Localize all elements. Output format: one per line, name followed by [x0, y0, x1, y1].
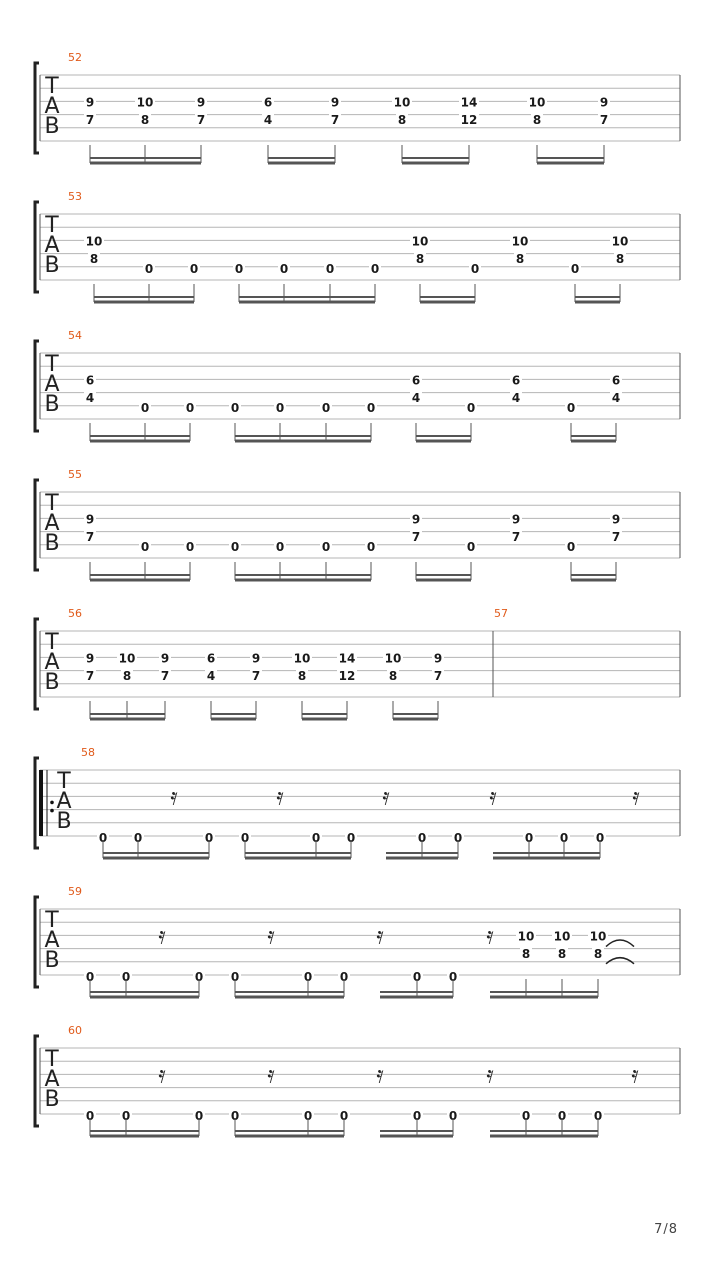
- clef-letter-a: A: [44, 650, 60, 675]
- fret-number: 0: [303, 1109, 313, 1123]
- fret-number: 6: [511, 373, 521, 388]
- fret-number: 0: [230, 539, 240, 554]
- fret-number: 0: [279, 261, 289, 276]
- clef-letter-t: T: [45, 491, 59, 516]
- fret-number: 9: [85, 651, 95, 666]
- fret-number: 0: [121, 970, 131, 984]
- fret-number: 9: [85, 512, 95, 527]
- sixteenth-rest: 𝄿: [489, 782, 497, 811]
- fret-number: 4: [263, 112, 273, 127]
- fret-number: 0: [194, 1109, 204, 1123]
- fret-number: 9: [411, 512, 421, 527]
- clef-letter-t: T: [45, 213, 59, 238]
- fret-number: 8: [593, 946, 603, 961]
- fret-number: 10: [611, 234, 629, 249]
- fret-number: 6: [85, 373, 95, 388]
- measure-number: 53: [68, 190, 82, 203]
- fret-number: 7: [433, 668, 443, 683]
- sixteenth-rest: 𝄿: [376, 1060, 384, 1089]
- fret-number: 0: [566, 539, 576, 554]
- sixteenth-rest: 𝄿: [382, 782, 390, 811]
- fret-number: 7: [85, 529, 95, 544]
- fret-number: 10: [589, 929, 607, 944]
- system-bracket: [35, 480, 39, 570]
- fret-number: 8: [89, 251, 99, 266]
- fret-number: 9: [330, 95, 340, 110]
- fret-number: 10: [553, 929, 571, 944]
- fret-number: 7: [330, 112, 340, 127]
- fret-number: 0: [466, 539, 476, 554]
- fret-number: 0: [559, 831, 569, 845]
- sixteenth-rest: 𝄿: [170, 782, 178, 811]
- sixteenth-rest: 𝄿: [276, 782, 284, 811]
- fret-number: 0: [524, 831, 534, 845]
- fret-number: 0: [366, 539, 376, 554]
- measure-number: 57: [494, 607, 508, 620]
- fret-number: 0: [339, 1109, 349, 1123]
- fret-number: 4: [411, 390, 421, 405]
- clef-letter-b: B: [44, 392, 60, 417]
- fret-number: 7: [251, 668, 261, 683]
- sixteenth-rest: 𝄿: [376, 921, 384, 950]
- fret-number: 0: [275, 539, 285, 554]
- fret-number: 0: [417, 831, 427, 845]
- fret-number: 4: [85, 390, 95, 405]
- clef-letter-b: B: [44, 531, 60, 556]
- fret-number: 0: [346, 831, 356, 845]
- fret-number: 0: [339, 970, 349, 984]
- fret-number: 7: [411, 529, 421, 544]
- fret-number: 8: [521, 946, 531, 961]
- clef-letter-b: B: [44, 670, 60, 695]
- tie-arc: [606, 940, 634, 947]
- fret-number: 0: [121, 1109, 131, 1123]
- sixteenth-rest: 𝄿: [267, 1060, 275, 1089]
- fret-number: 7: [85, 112, 95, 127]
- clef-letter-t: T: [45, 74, 59, 99]
- fret-number: 0: [593, 1109, 603, 1123]
- fret-number: 6: [611, 373, 621, 388]
- clef-letter-a: A: [44, 372, 60, 397]
- fret-number: 4: [206, 668, 216, 683]
- fret-number: 7: [85, 668, 95, 683]
- fret-number: 8: [297, 668, 307, 683]
- system-bracket: [35, 758, 39, 848]
- fret-number: 0: [194, 970, 204, 984]
- fret-number: 4: [511, 390, 521, 405]
- fret-number: 0: [133, 831, 143, 845]
- fret-number: 9: [251, 651, 261, 666]
- fret-number: 0: [240, 831, 250, 845]
- fret-number: 0: [366, 400, 376, 415]
- sixteenth-rest: 𝄿: [158, 1060, 166, 1089]
- fret-number: 0: [521, 1109, 531, 1123]
- repeat-dot: [50, 801, 54, 805]
- page-number: 7/8: [654, 1222, 678, 1237]
- clef-letter-b: B: [56, 809, 72, 834]
- fret-number: 0: [370, 261, 380, 276]
- clef-letter-t: T: [45, 1047, 59, 1072]
- measure-number: 60: [68, 1024, 82, 1037]
- fret-number: 6: [411, 373, 421, 388]
- clef-letter-a: A: [44, 511, 60, 536]
- fret-number: 7: [196, 112, 206, 127]
- fret-number: 0: [566, 400, 576, 415]
- fret-number: 6: [206, 651, 216, 666]
- fret-number: 0: [140, 539, 150, 554]
- measure-number: 52: [68, 51, 82, 64]
- fret-number: 10: [393, 95, 411, 110]
- fret-number: 9: [511, 512, 521, 527]
- clef-letter-t: T: [57, 769, 71, 794]
- clef-letter-b: B: [44, 114, 60, 139]
- fret-number: 10: [136, 95, 154, 110]
- sixteenth-rest: 𝄿: [486, 921, 494, 950]
- system-bracket: [35, 202, 39, 292]
- fret-number: 8: [388, 668, 398, 683]
- fret-number: 0: [448, 970, 458, 984]
- clef-letter-b: B: [44, 253, 60, 278]
- fret-number: 6: [263, 95, 273, 110]
- clef-letter-a: A: [44, 928, 60, 953]
- fret-number: 10: [384, 651, 402, 666]
- fret-number: 0: [311, 831, 321, 845]
- fret-number: 9: [433, 651, 443, 666]
- fret-number: 0: [185, 539, 195, 554]
- measure-number: 54: [68, 329, 82, 342]
- measure-number: 55: [68, 468, 82, 481]
- fret-number: 14: [338, 651, 356, 666]
- clef-letter-a: A: [56, 789, 72, 814]
- system-bracket: [35, 63, 39, 153]
- system-bracket: [35, 897, 39, 987]
- fret-number: 4: [611, 390, 621, 405]
- measure-number: 59: [68, 885, 82, 898]
- fret-number: 0: [234, 261, 244, 276]
- fret-number: 0: [275, 400, 285, 415]
- fret-number: 0: [557, 1109, 567, 1123]
- fret-number: 8: [122, 668, 132, 683]
- fret-number: 10: [85, 234, 103, 249]
- measure-number: 58: [81, 746, 95, 759]
- fret-number: 0: [470, 261, 480, 276]
- sixteenth-rest: 𝄿: [158, 921, 166, 950]
- measure-number: 56: [68, 607, 82, 620]
- clef-letter-b: B: [44, 948, 60, 973]
- clef-letter-b: B: [44, 1087, 60, 1112]
- fret-number: 0: [453, 831, 463, 845]
- fret-number: 10: [517, 929, 535, 944]
- fret-number: 8: [557, 946, 567, 961]
- fret-number: 0: [140, 400, 150, 415]
- sixteenth-rest: 𝄿: [486, 1060, 494, 1089]
- fret-number: 12: [338, 668, 356, 683]
- clef-letter-a: A: [44, 233, 60, 258]
- fret-number: 0: [144, 261, 154, 276]
- fret-number: 10: [293, 651, 311, 666]
- clef-letter-t: T: [45, 630, 59, 655]
- fret-number: 10: [411, 234, 429, 249]
- fret-number: 0: [570, 261, 580, 276]
- fret-number: 9: [85, 95, 95, 110]
- fret-number: 9: [599, 95, 609, 110]
- fret-number: 0: [230, 1109, 240, 1123]
- repeat-dot: [50, 809, 54, 813]
- fret-number: 0: [412, 1109, 422, 1123]
- fret-number: 12: [460, 112, 478, 127]
- fret-number: 0: [466, 400, 476, 415]
- system-bracket: [35, 619, 39, 709]
- clef-letter-a: A: [44, 1067, 60, 1092]
- fret-number: 9: [196, 95, 206, 110]
- fret-number: 0: [189, 261, 199, 276]
- fret-number: 8: [532, 112, 542, 127]
- fret-number: 10: [511, 234, 529, 249]
- fret-number: 8: [397, 112, 407, 127]
- fret-number: 0: [85, 970, 95, 984]
- fret-number: 0: [230, 970, 240, 984]
- fret-number: 8: [140, 112, 150, 127]
- fret-number: 8: [515, 251, 525, 266]
- clef-letter-t: T: [45, 908, 59, 933]
- fret-number: 7: [511, 529, 521, 544]
- fret-number: 0: [185, 400, 195, 415]
- fret-number: 10: [528, 95, 546, 110]
- fret-number: 0: [230, 400, 240, 415]
- system-bracket: [35, 341, 39, 431]
- sixteenth-rest: 𝄿: [267, 921, 275, 950]
- fret-number: 0: [321, 400, 331, 415]
- fret-number: 7: [611, 529, 621, 544]
- fret-number: 0: [412, 970, 422, 984]
- tie-arc: [606, 958, 634, 964]
- system-bracket: [35, 1036, 39, 1126]
- fret-number: 10: [118, 651, 136, 666]
- fret-number: 0: [204, 831, 214, 845]
- sixteenth-rest: 𝄿: [632, 782, 640, 811]
- fret-number: 0: [321, 539, 331, 554]
- fret-number: 7: [599, 112, 609, 127]
- fret-number: 8: [415, 251, 425, 266]
- sixteenth-rest: 𝄿: [631, 1060, 639, 1089]
- fret-number: 8: [615, 251, 625, 266]
- clef-letter-t: T: [45, 352, 59, 377]
- fret-number: 0: [325, 261, 335, 276]
- fret-number: 7: [160, 668, 170, 683]
- fret-number: 9: [611, 512, 621, 527]
- fret-number: 0: [595, 831, 605, 845]
- fret-number: 0: [98, 831, 108, 845]
- fret-number: 0: [85, 1109, 95, 1123]
- fret-number: 9: [160, 651, 170, 666]
- fret-number: 14: [460, 95, 478, 110]
- fret-number: 0: [448, 1109, 458, 1123]
- clef-letter-a: A: [44, 94, 60, 119]
- fret-number: 0: [303, 970, 313, 984]
